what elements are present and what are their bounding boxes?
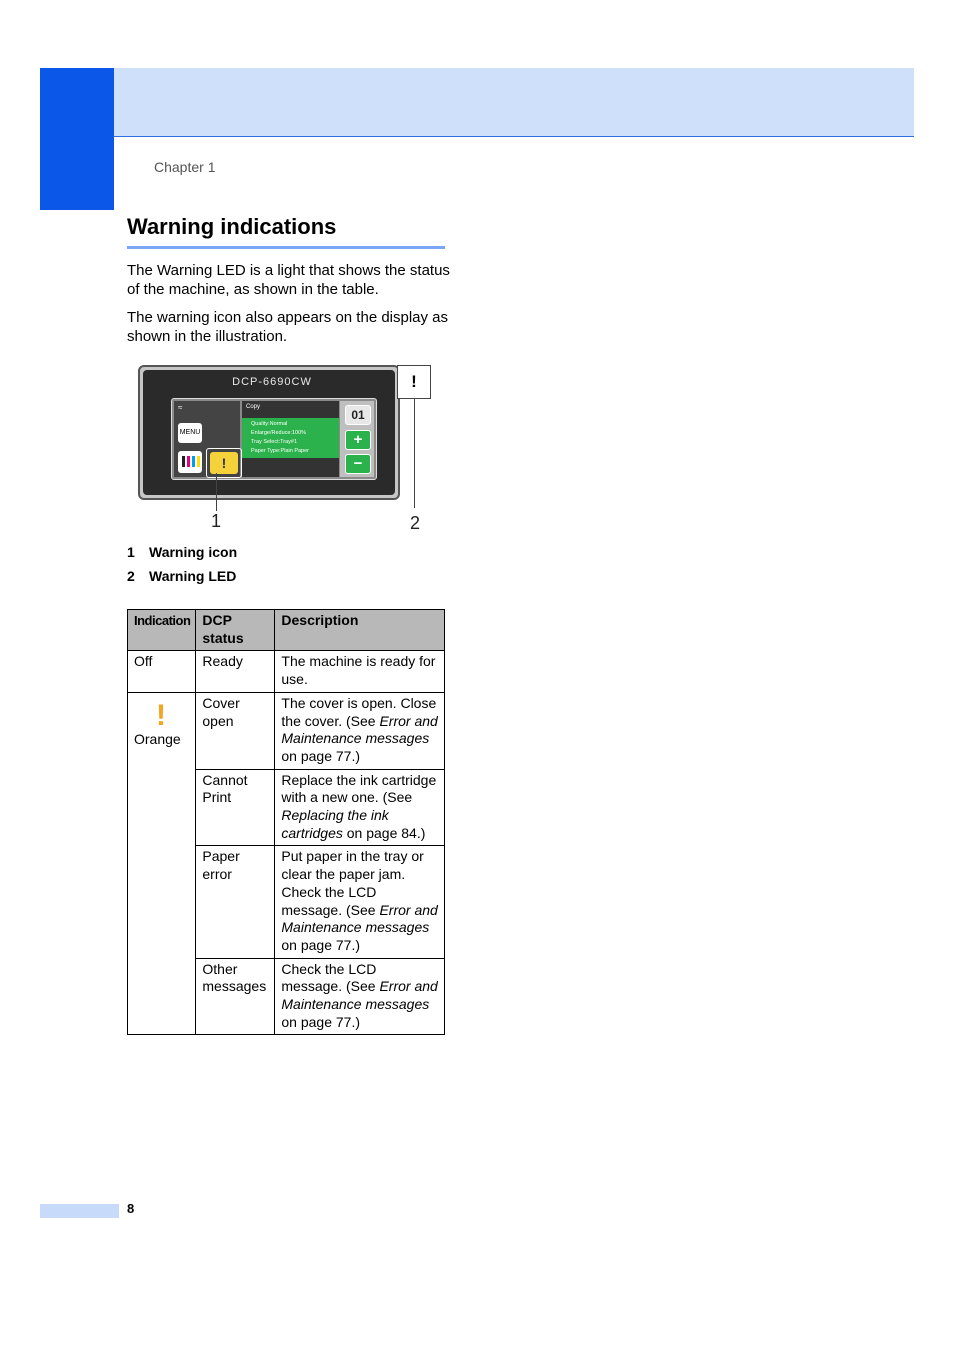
header-band [40,68,914,137]
title-underline [127,246,445,249]
status-cell: Cannot Print [196,769,275,846]
orange-warning-icon: ! [156,698,166,732]
legend-label: Warning icon [149,544,238,560]
intro-paragraph: The Warning LED is a light that shows the status of the machine, as shown in the table. [127,262,450,298]
lcd-right-buttons [340,401,374,477]
reference-link-text: Error and Maintenance messages [281,978,438,1013]
warning-icon: ! [210,452,238,474]
page-reference: on page 77.) [281,747,361,764]
description-text: The cover is open. Close the cover. (See [281,694,437,729]
setting-line: Tray Select:Tray#1 [251,439,298,445]
settings-box [242,418,339,458]
setting-line: Paper Type:Plain Paper [251,448,309,454]
column-header: DCP status [196,610,275,651]
table-row [128,692,445,769]
status-cell: Paper error [196,846,275,958]
status-cell: Cover open [196,692,275,769]
description-text: Replace the ink cartridge with a new one. (See [281,771,437,806]
chapter-tab-marker [40,68,114,210]
icon-paragraph: The warning icon also appears on the display as shown in the illustration. [127,309,449,345]
column-header: Description [275,610,445,651]
copies-display: 01 [345,405,371,425]
setting-line: Enlarge/Reduce:100% [251,430,307,436]
legend-item [127,544,237,560]
page-reference: on page 77.) [281,936,361,953]
chapter-label: Chapter 1 [154,159,216,175]
model-name: DCP-6690CW [232,376,312,388]
legend-label: Warning LED [149,568,237,584]
menu-button: MENU [178,423,202,443]
page-reference: on page 77.) [281,1013,361,1030]
description-cell [275,692,445,769]
warning-led-icon: ! [397,365,431,399]
legend-number: 2 [127,568,135,584]
status-cell: Ready [196,651,275,692]
column-header: Indication [128,610,196,651]
description-cell [275,769,445,846]
indication-label: Orange [134,730,181,747]
description-cell [275,958,445,1035]
control-panel-illustration [138,365,417,500]
lcd-screen [242,401,339,477]
indication-cell [128,692,196,1035]
page-reference: on page 84.) [342,824,426,841]
reference-link-text: Error and Maintenance messages [281,901,438,936]
warning-status-table [127,609,445,1035]
legend-item [127,568,236,584]
table-header-row [128,610,445,651]
reference-link-text: Error and Maintenance messages [281,712,438,747]
description-cell [275,846,445,958]
page-number: 8 [127,1201,135,1216]
page-number-bar [40,1204,119,1218]
reference-link-text: Replacing the ink cartridges [281,807,389,841]
plus-icon: + [345,430,371,450]
section-title: Warning indications [127,214,337,239]
warning-icon-frame [206,448,242,478]
wifi-icon: ≈ [178,403,183,412]
description-text: Check the LCD message. (See [281,960,380,995]
indication-cell: Off [128,651,196,692]
lcd-display [171,398,377,480]
table-row [128,651,445,692]
panel-body [143,370,395,495]
callout-line-2 [414,398,415,508]
lcd-left-area [174,401,240,477]
copy-label: Copy [246,404,261,410]
callout-number-2: 2 [410,513,421,533]
setting-line: Quality:Normal [251,421,288,427]
description-text: Put paper in the tray or clear the paper jam. Check the LCD message. (See [281,848,424,918]
legend-number: 1 [127,544,135,560]
callout-line-1 [216,473,217,511]
panel-frame [138,365,400,500]
minus-icon: − [345,454,371,474]
ink-icon [178,451,202,473]
status-cell: Other messages [196,958,275,1035]
callout-number-1: 1 [211,511,222,531]
description-cell: The machine is ready for use. [275,651,445,692]
